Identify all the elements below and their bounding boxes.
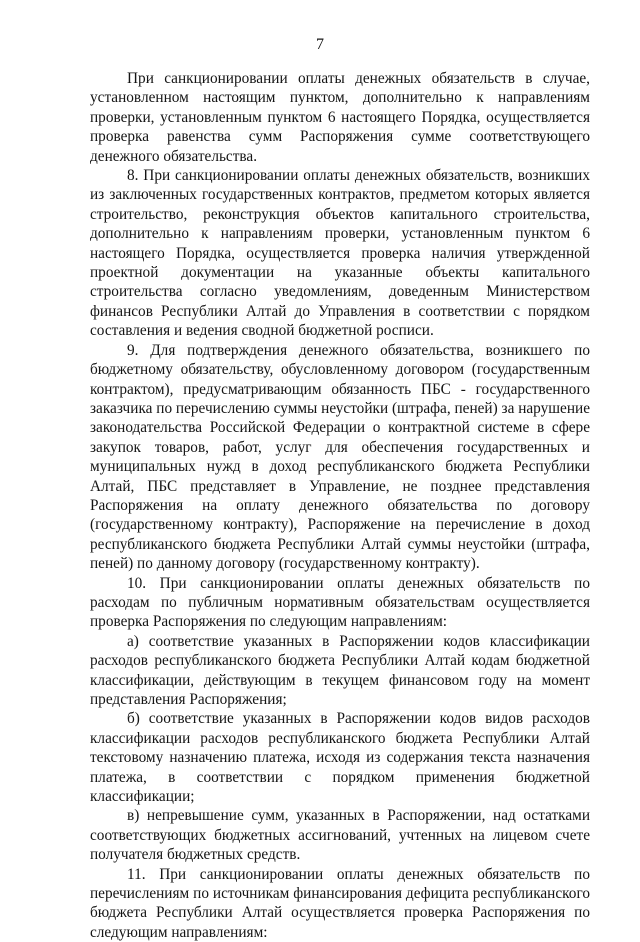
paragraph-10-b: б) соответствие указанных в Распоряжении кодов видов расходов классификации расходов республиканского бюджета Республики Алтай текстовому назначению платежа, исходя из содержания текста назначения платежа, в соответствии с порядком применения бюджетной классификации;	[90, 710, 590, 806]
paragraph-10: 10. При санкционировании оплаты денежных обязательств по расходам по публичным нормативным обязательствам осуществляется проверка Распоряжения по следующим направлениям:	[90, 574, 590, 631]
paragraph-intro: При санкционировании оплаты денежных обязательств в случае, установленном настоящим пунктом, дополнительно к направлениям проверки, установленным пунктом 6 настоящего Порядка, осуществляется проверка равенства сумм Распоряжения сумме соответствующего денежного обязательства.	[90, 70, 590, 165]
page-number: 7	[316, 36, 324, 53]
paragraph-10-a: а) соответствие указанных в Распоряжении кодов классификации расходов республиканского бюджета Республики Алтай кодам бюджетной классификации, действующим в текущем финансовом году на момент представления Распоряжения;	[90, 632, 590, 708]
document-body	[90, 69, 590, 942]
paragraph-9: 9. Для подтверждения денежного обязательства, возникшего по бюджетному обязательству, обусловленному договором (государственным контрактом), предусматривающим обязанность ПБС - государственного заказчика по перечислению суммы неустойки (штрафа, пеней) за нарушение законодательства Российской Федерации о контрактной системе в сфере закупок товаров, работ, услуг для обеспечения государственных и муниципальных нужд в доход республиканского бюджета Республики Алтай, ПБС представляет в Управление, не позднее представления Распоряжения на оплату денежного обязательства по договору (государственному контракту), Распоряжение на перечисление в доход республиканского бюджета Республики Алтай суммы неустойки (штрафа, пеней) по данному договору (государственному контракту).	[90, 341, 590, 573]
paragraph-11: 11. При санкционировании оплаты денежных обязательств по перечислениям по источникам финансирования дефицита республиканского бюджета Республики Алтай осуществляется проверка Распоряжения по следующим направлениям:	[90, 865, 590, 941]
paragraph-10-c: в) непревышение сумм, указанных в Распоряжении, над остатками соответствующих бюджетных ассигнований, учтенных на лицевом счете получателя бюджетных средств.	[90, 807, 590, 864]
paragraph-8: 8. При санкционировании оплаты денежных обязательств, возникших из заключенных государственных контрактов, предметом которых является строительство, реконструкция объектов капитального строительства, дополнительно к направлениям проверки, установленным пунктом 6 настоящего Порядка, осуществляется проверка наличия утвержденной проектной документации на указанные объекты капитального строительства согласно уведомлениям, доведенным Министерством финансов Республики Алтай до Управления в соответствии с порядком составления и ведения сводной бюджетной росписи.	[90, 167, 590, 340]
